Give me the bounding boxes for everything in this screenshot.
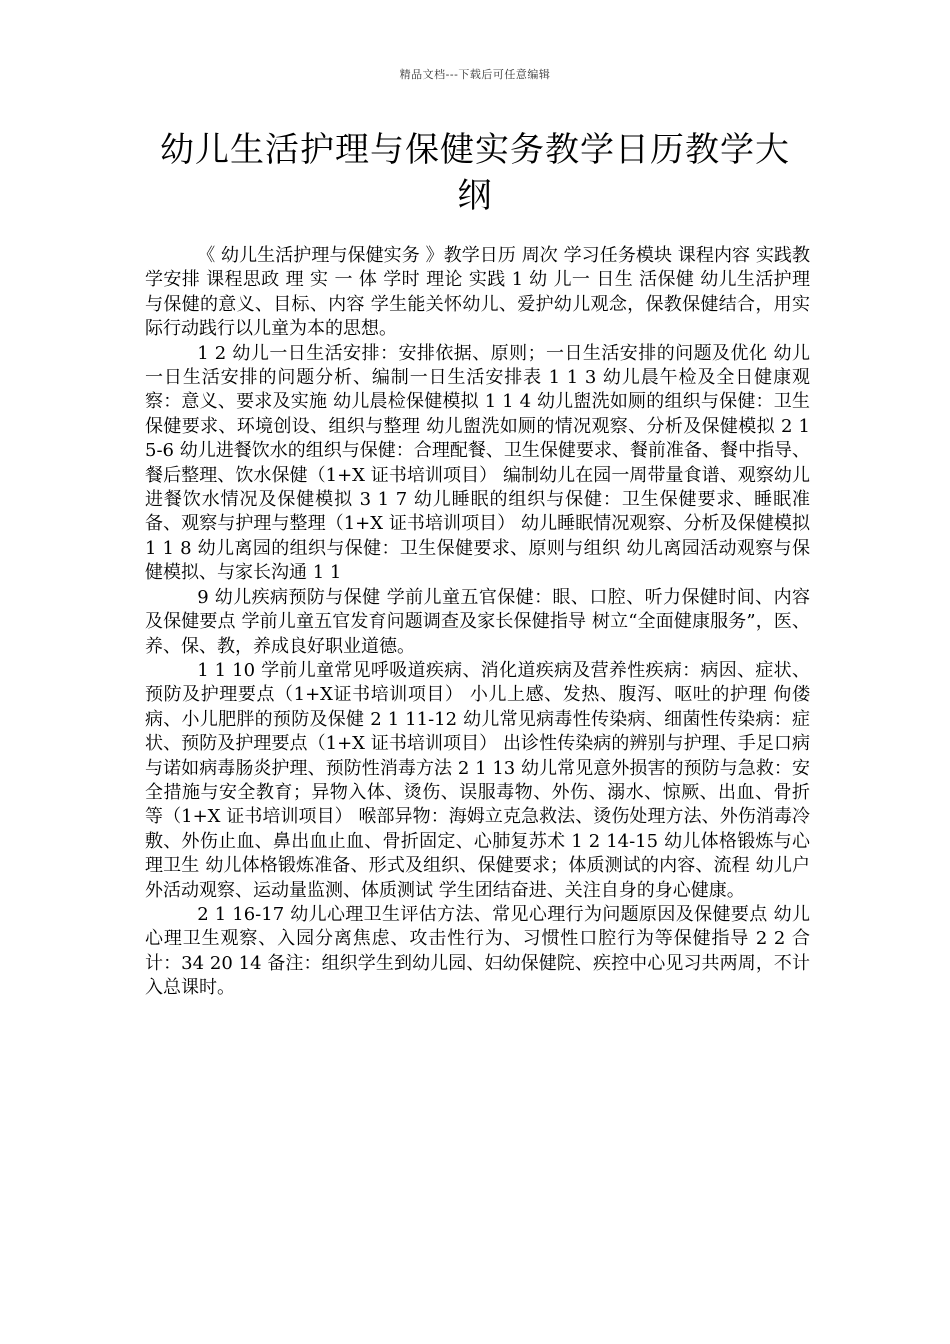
paragraph-4: 1 1 10 学前儿童常见呼吸道疾病、消化道疾病及营养性疾病：病因、症状、预防及护理要点（1+X证书培训项目） 小儿上感、发热、腹泻、呕吐的护理 佝偻病、小儿肥胖的预防及保健 2 1 11-12 幼儿常见病毒性传染病、细菌性传染病：症状、预防及护理要点（1+X 证书培训项目） 出诊性传染病的辨别与护理、手足口病与诺如病毒肠炎护理、预防性消毒方法 2 1 13 幼儿常见意外损害的预防与急救：安全措施与安全教育；异物入体、烫伤、误服毒物、外伤、溺水、惊厥、出血、骨折等（1+X 证书培训项目） 喉部异物：海姆立克急救法、烫伤处理方法、外伤消毒冷敷、外伤止血、鼻出血止血、骨折固定、心肺复苏术 1 2 14-15 幼儿体格锻炼与心理卫生 幼儿体格锻炼准备、形式及组织、保健要求；体质测试的内容、流程 幼儿户外活动观察、运动量监测、体质测试 学生团结奋进、关注自身的身心健康。 xyxy=(145,659,810,901)
page-header: 精品文档---下载后可任意编辑 xyxy=(399,68,551,81)
document-title: 幼儿生活护理与保健实务教学日历教学大纲 xyxy=(160,130,790,216)
document-body xyxy=(145,244,810,1001)
paragraph-1: 《 幼儿生活护理与保健实务 》教学日历 周次 学习任务模块 课程内容 实践教学安排 课程思政 理 实 一 体 学时 理论 实践 1 幼 儿一 日生 活保健 幼儿生活护理与保健的意义、目标、内容 学生能关怀幼儿、爱护幼儿观念，保教保健结合，用实际行动践行以儿童为本的思想。 xyxy=(145,245,810,340)
paragraph-5: 2 1 16-17 幼儿心理卫生评估方法、常见心理行为问题原因及保健要点 幼儿心理卫生观察、入园分离焦虑、攻击性行为、习惯性口腔行为等保健指导 2 2 合计：34 20 14 备注：组织学生到幼儿园、妇幼保健院、疾控中心见习共两周，不计入总课时。 xyxy=(145,903,810,999)
paragraph-3: 9 幼儿疾病预防与保健 学前儿童五官保健：眼、口腔、听力保健时间、内容及保健要点 学前儿童五官发育问题调查及家长保健指导 树立“全面健康服务”，医、养、保、教，养成良好职业道德。 xyxy=(145,586,810,657)
paragraph-2: 1 2 幼儿一日生活安排：安排依据、原则；一日生活安排的问题及优化 幼儿一日生活安排的问题分析、编制一日生活安排表 1 1 3 幼儿晨午检及全日健康观察：意义、要求及实施 幼儿晨检保健模拟 1 1 4 幼儿盥洗如厕的组织与保健：卫生保健要求、环境创设、组织与整理 幼儿盥洗如厕的情况观察、分析及保健模拟 2 1 5-6 幼儿进餐饮水的组织与保健：合理配餐、卫生保健要求、餐前准备、餐中指导、餐后整理、饮水保健（1+X 证书培训项目） 编制幼儿在园一周带量食谱、观察幼儿进餐饮水情况及保健模拟 3 1 7 幼儿睡眠的组织与保健：卫生保健要求、睡眠准备、观察与护理与整理（1+X 证书培训项目） 幼儿睡眠情况观察、分析及保健模拟 1 1 8 幼儿离园的组织与保健：卫生保健要求、原则与组织 幼儿离园活动观察与保健模拟、与家长沟通 1 1 xyxy=(145,342,810,584)
